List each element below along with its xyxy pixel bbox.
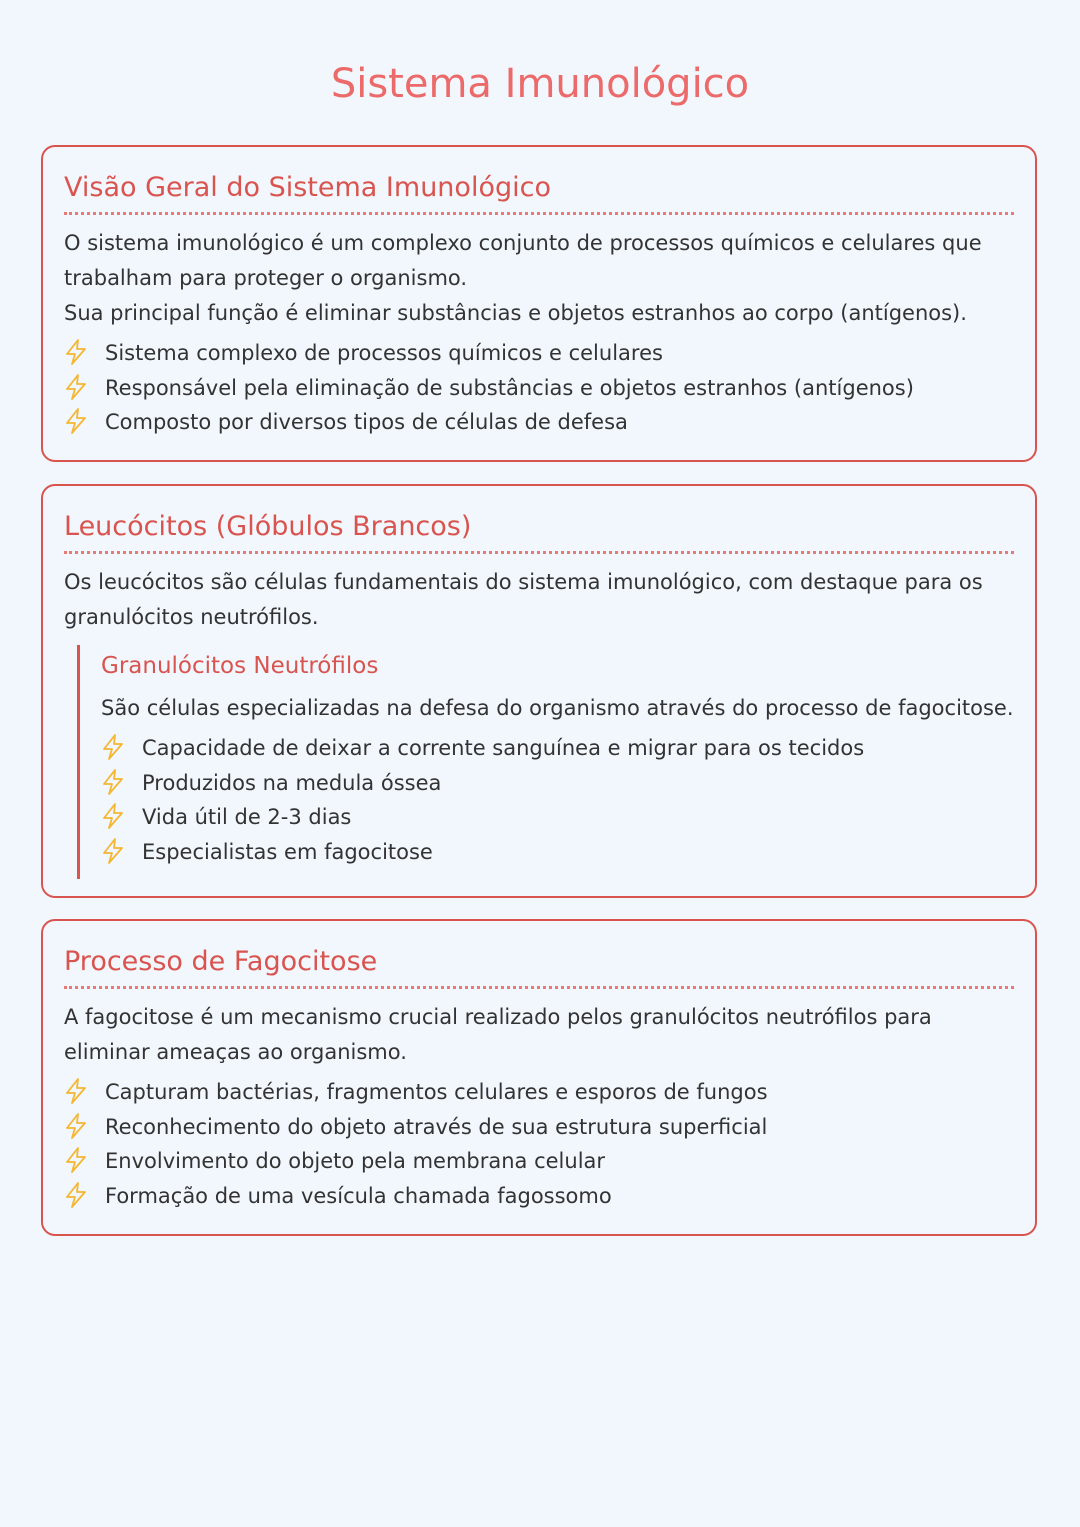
list-item-text: Composto por diversos tipos de células de defesa — [105, 410, 628, 434]
list-item — [64, 336, 1014, 371]
section-title: Visão Geral do Sistema Imunológico — [64, 147, 1014, 215]
list-item-text: Reconhecimento do objeto através de sua estrutura superficial — [105, 1114, 768, 1139]
lightning-bolt-icon — [102, 838, 124, 864]
lightning-bolt-icon — [65, 1147, 87, 1173]
list-item-text: Capacidade de deixar a corrente sanguínea e migrar para os tecidos — [142, 736, 865, 760]
lightning-bolt-icon — [102, 734, 124, 760]
list-item — [64, 1179, 1014, 1214]
list-item-text: Especialistas em fagocitose — [142, 839, 433, 864]
list-item — [101, 800, 1014, 835]
lightning-bolt-icon — [65, 408, 87, 434]
lightning-bolt-icon — [102, 803, 124, 829]
list-item — [64, 1075, 1014, 1110]
section-title: Leucócitos (Glóbulos Brancos) — [64, 486, 1014, 554]
section-title: Processo de Fagocitose — [64, 921, 1014, 989]
list-item-text: Formação de uma vesícula chamada fagossomo — [105, 1183, 612, 1208]
lightning-bolt-icon — [65, 1113, 87, 1139]
subsection-paragraph: São células especializadas na defesa do organismo através do processo de fagocitose. — [101, 696, 1014, 720]
bullet-list — [64, 1075, 1014, 1213]
list-item — [64, 1144, 1014, 1179]
lightning-bolt-icon — [65, 374, 87, 400]
lightning-bolt-icon — [102, 769, 124, 795]
lightning-bolt-icon — [65, 339, 87, 365]
lightning-bolt-icon — [65, 1078, 87, 1104]
list-item — [101, 766, 1014, 801]
list-item — [64, 371, 1014, 406]
list-item-text: Produzidos na medula óssea — [142, 770, 442, 795]
list-item — [101, 731, 1014, 766]
section-card-visao-geral — [41, 145, 1037, 462]
section-paragraph: A fagocitose é um mecanismo crucial realizado pelos granulócitos neutrófilos para eliminar ameaças ao organismo. — [64, 1005, 932, 1064]
section-paragraph: Os leucócitos são células fundamentais do sistema imunológico, com destaque para os granulócitos neutrófilos. — [64, 570, 983, 629]
list-item-text: Sistema complexo de processos químicos e celulares — [105, 341, 663, 365]
subsection-title: Granulócitos Neutrófilos — [101, 653, 379, 679]
list-item-text: Capturam bactérias, fragmentos celulares e esporos de fungos — [105, 1080, 768, 1104]
list-item — [101, 835, 1014, 870]
list-item-text: Responsável pela eliminação de substâncias e objetos estranhos (antígenos) — [105, 375, 914, 400]
section-card-leucocitos — [41, 484, 1037, 898]
section-paragraph: O sistema imunológico é um complexo conjunto de processos químicos e celulares que trabalham para proteger o organismo. — [64, 231, 982, 290]
list-item — [64, 405, 1014, 440]
bullet-list — [64, 336, 1014, 440]
section-card-fagocitose — [41, 919, 1037, 1236]
subsection-neutrofilos — [77, 645, 1014, 879]
section-paragraph: Sua principal função é eliminar substâncias e objetos estranhos ao corpo (antígenos). — [64, 301, 967, 325]
list-item — [64, 1110, 1014, 1145]
list-item-text: Vida útil de 2-3 dias — [142, 805, 352, 829]
page-title: Sistema Imunológico — [330, 61, 750, 107]
lightning-bolt-icon — [65, 1182, 87, 1208]
bullet-list — [101, 731, 1014, 869]
list-item-text: Envolvimento do objeto pela membrana celular — [105, 1149, 606, 1173]
